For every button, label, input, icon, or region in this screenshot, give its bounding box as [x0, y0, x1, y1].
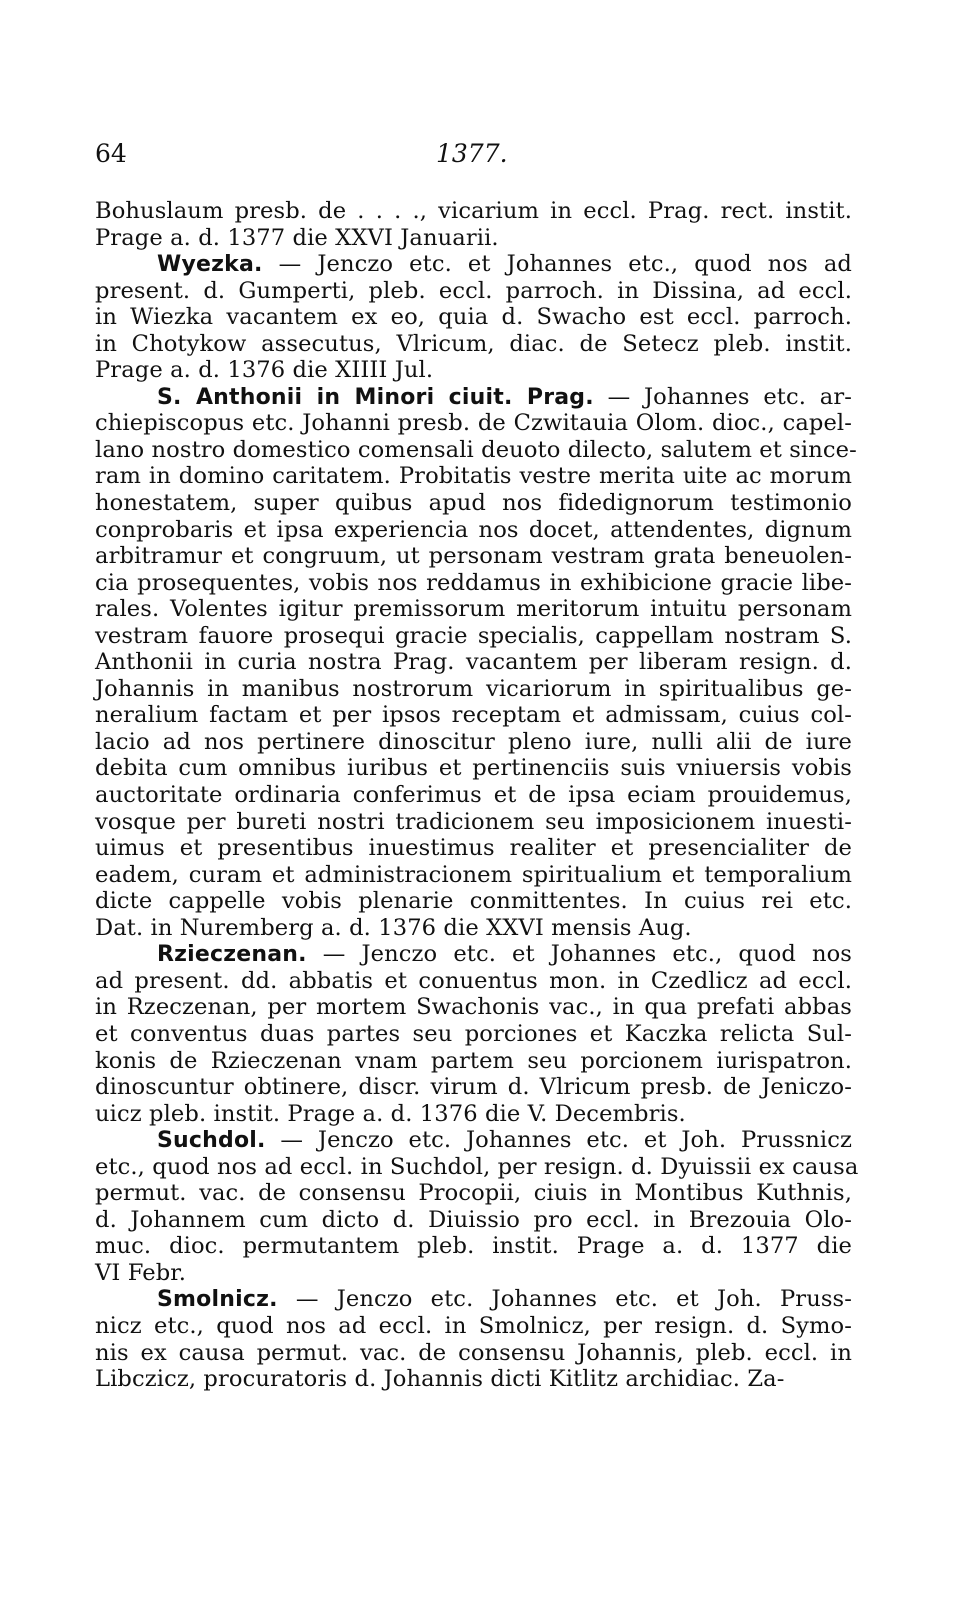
line-text: — Jenczo etc. Johannes etc. et Joh. Pruss- [277, 1286, 852, 1313]
text-line [95, 941, 852, 968]
entry-s-anthonii [95, 383, 857, 941]
entry-headword: Suchdol. [157, 1128, 266, 1154]
running-title-year: 1377. [436, 139, 508, 168]
text-line: arbitramur et congruum, ut personam vestram grata beneuolen- [95, 543, 852, 570]
entry-headword: Smolnicz. [157, 1287, 278, 1313]
text-line: present. d. Gumperti, pleb. eccl. parroch. in Dissina, ad eccl. [95, 277, 852, 304]
text-line: chiepiscopus etc. Johanni presb. de Czwitauia Olom. dioc., capel- [95, 410, 852, 437]
text-line: in Chotykow assecutus, Vlricum, diac. de Setecz pleb. instit. [95, 330, 852, 357]
text-line: Prage a. d. 1376 die XIIII Jul. [95, 357, 434, 384]
line-text: — Jenczo etc. et Johannes etc., quod nos [306, 941, 852, 968]
text-line: nicz etc., quod nos ad eccl. in Smolnicz, per resign. d. Symo- [95, 1312, 852, 1339]
text-line [95, 1286, 852, 1313]
entry-bohuslaum [95, 198, 852, 251]
text-line: et conventus duas partes seu porciones et Kaczka relicta Sul- [95, 1020, 852, 1047]
entry-headword: S. Anthonii in Minori ciuit. Prag. [157, 384, 594, 410]
text-line: Johannis in manibus nostrorum vicariorum in spiritualibus ge- [95, 675, 852, 702]
text-line: uimus et presentibus inuestimus realiter et presencialiter de [95, 835, 852, 862]
text-line: Bohuslaum presb. de . . . ., vicarium in eccl. Prag. rect. instit. [95, 198, 852, 224]
text-line [95, 1127, 852, 1154]
text-line: in Rzeczenan, per mortem Swachonis vac., in qua prefati abbas [95, 994, 852, 1021]
text-line: Prage a. d. 1377 die XXVI Januarii. [95, 224, 499, 251]
text-line: lacio ad nos pertinere dinoscitur pleno iure, nulli alii de iure [95, 728, 852, 755]
text-line: Anthonii in curia nostra Prag. vacantem per liberam resign. d. [95, 649, 852, 676]
line-text: — Jenczo etc. Johannes etc. et Joh. Prussnicz [265, 1127, 852, 1154]
text-line [95, 251, 852, 278]
text-line: neralium factam et per ipsos receptam et admissam, cuius col- [95, 702, 852, 729]
text-line: eadem, curam et administracionem spiritualium et temporalium [95, 861, 852, 888]
text-line: auctoritate ordinaria conferimus et de ipsa eciam prouidemus, [95, 782, 852, 809]
text-line: muc. dioc. permutantem pleb. instit. Prage a. d. 1377 die [95, 1233, 852, 1260]
text-line: dicte cappelle vobis plenarie conmittentes. In cuius rei etc. [95, 888, 852, 915]
text-line: cia prosequentes, vobis nos reddamus in exhibicione gracie libe- [95, 569, 852, 596]
text-line: etc., quod nos ad eccl. in Suchdol, per resign. d. Dyuissii ex causa [95, 1153, 859, 1180]
text-line: vestram fauore prosequi gracie specialis, cappellam nostram S. [95, 622, 852, 649]
page-number: 64 [95, 139, 127, 168]
text-line: conprobaris et ipsa experiencia nos docet, attendentes, dignum [95, 516, 852, 543]
text-line: ram in domino caritatem. Probitatis vestre merita uite ac morum [95, 463, 852, 490]
entry-suchdol [95, 1127, 859, 1286]
entry-rzieczenan [95, 941, 852, 1127]
text-line: vosque per bureti nostri tradicionem seu imposicionem inuesti- [95, 808, 852, 835]
text-line: d. Johannem cum dicto d. Diuissio pro eccl. in Brezouia Olo- [95, 1206, 852, 1233]
text-line: Libczicz, procuratoris d. Johannis dicti Kitlitz archidiac. Za- [95, 1366, 785, 1393]
entry-headword: Rzieczenan. [157, 942, 307, 968]
text-line: debita cum omnibus iuribus et pertinenciis suis vniuersis vobis [95, 755, 852, 782]
text-line: dinoscuntur obtinere, discr. virum d. Vlricum presb. de Jeniczo- [95, 1074, 852, 1101]
text-line: uicz pleb. instit. Prage a. d. 1376 die V. Decembris. [95, 1100, 686, 1127]
entry-headword: Wyezka. [157, 252, 263, 278]
text-line: konis de Rzieczenan vnam partem seu porcionem iurispatron. [95, 1047, 852, 1074]
line-text: — Jenczo etc. et Johannes etc., quod nos ad [262, 251, 852, 278]
text-line: honestatem, super quibus apud nos fidedignorum testimonio [95, 490, 852, 517]
text-line: VI Febr. [95, 1259, 186, 1286]
entry-smolnicz [95, 1286, 852, 1392]
text-line [95, 384, 852, 411]
entry-wyezka [95, 251, 852, 384]
body-text [95, 198, 859, 1393]
line-text: — Johannes etc. ar- [593, 383, 852, 410]
text-line: Dat. in Nuremberg a. d. 1376 die XXVI mensis Aug. [95, 914, 692, 941]
text-line: rales. Volentes igitur premissorum meritorum intuitu personam [95, 596, 852, 623]
text-line: permut. vac. de consensu Procopii, ciuis in Montibus Kuthnis, [95, 1180, 852, 1207]
text-line: lano nostro domestico comensali deuoto dilecto, salutem et since- [95, 436, 857, 463]
page-header [0, 136, 960, 172]
text-line: ad present. dd. abbatis et conuentus mon. in Czedlicz ad eccl. [95, 967, 852, 994]
text-line: nis ex causa permut. vac. de consensu Johannis, pleb. eccl. in [95, 1339, 852, 1366]
text-line: in Wiezka vacantem ex eo, quia d. Swacho est eccl. parroch. [95, 304, 852, 331]
